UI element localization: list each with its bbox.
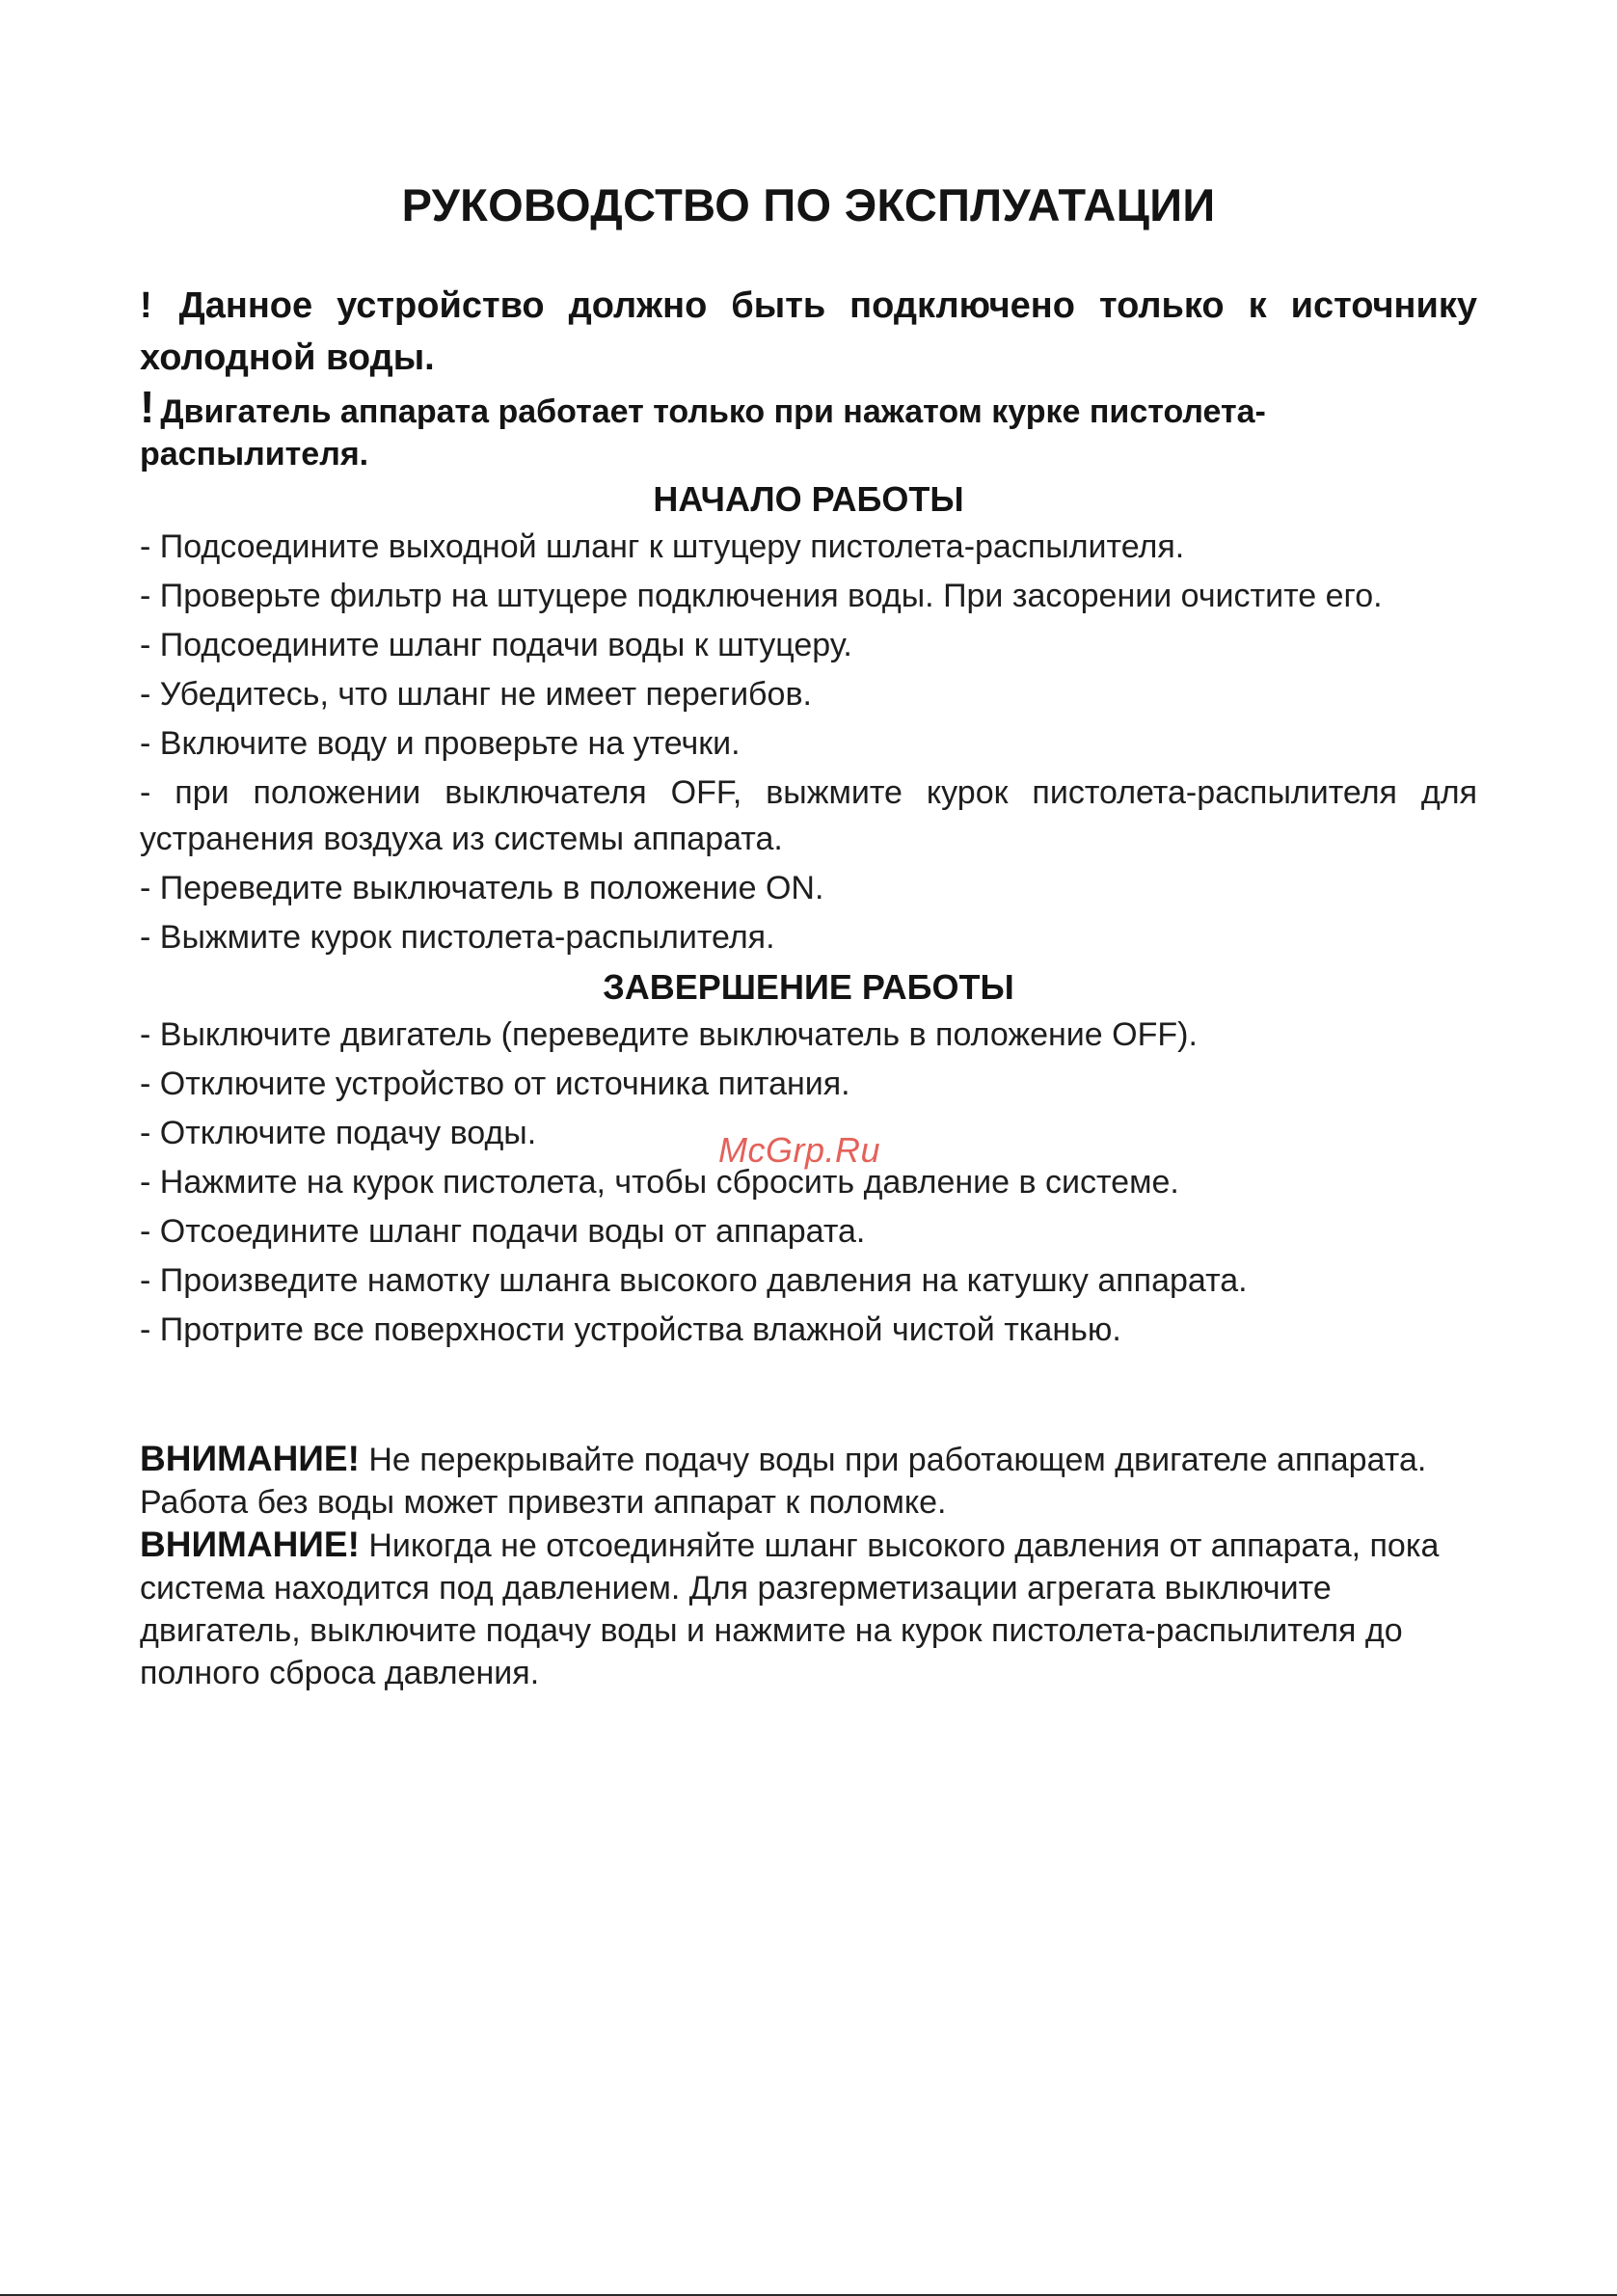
attention-label: ВНИМАНИЕ!: [140, 1439, 360, 1478]
exclamation-icon: !: [140, 285, 152, 326]
list-item: - Произведите намотку шланга высокого давления на катушку аппарата.: [140, 1262, 1248, 1299]
exclamation-icon: !: [140, 382, 155, 432]
list-item: - Подсоедините выходной шланг к штуцеру пистолета-распылителя.: [140, 528, 1185, 565]
document-title: РУКОВОДСТВО ПО ЭКСПЛУАТАЦИИ: [401, 179, 1216, 230]
watermark: McGrp.Ru: [718, 1130, 881, 1170]
list-item: - Убедитесь, что шланг не имеет перегибов.: [140, 676, 812, 713]
cold-water-warning-text: Данное устройство должно быть подключено только к источнику холодной воды.: [140, 285, 1477, 378]
attention-label: ВНИМАНИЕ!: [140, 1525, 360, 1564]
list-item: - Переведите выключатель в положение ON.: [140, 870, 824, 906]
start-steps-list: [140, 524, 1477, 960]
list-item: - Отключите устройство от источника питания.: [140, 1066, 850, 1102]
warning-block: [140, 280, 1477, 475]
attention-block: [140, 1438, 1477, 1694]
list-item: - Нажмите на курок пистолета, чтобы сбросить давление в системе.: [140, 1164, 1179, 1201]
page-content: [140, 174, 1477, 1694]
attention-text: Никогда не отсоединяйте шланг высокого давления от аппарата, пока система находится под давлением. Для разгерметизации агрегата выключите двигатель, выключите подачу воды и нажмите на курок пистолета-распылителя до полного сброса давления.: [140, 1527, 1440, 1691]
attention-text: Не перекрывайте подачу воды при работающем двигателе аппарата. Работа без воды может привезти аппарат к поломке.: [140, 1442, 1427, 1521]
list-item: - Включите воду и проверьте на утечки.: [140, 725, 741, 762]
trigger-warning-text: Двигатель аппарата работает только при нажатом курке пистолета-распылителя.: [140, 393, 1266, 473]
section-heading-finish: ЗАВЕРШЕНИЕ РАБОТЫ: [603, 967, 1014, 1007]
cold-water-warning: [140, 280, 1477, 384]
section-heading-start: НАЧАЛО РАБОТЫ: [653, 479, 964, 519]
list-item: - Проверьте фильтр на штуцере подключения воды. При засорении очистите его.: [140, 578, 1383, 614]
list-item: - Выключите двигатель (переведите выключатель в положение OFF).: [140, 1016, 1198, 1053]
attention-note-water: [140, 1438, 1477, 1524]
list-item: - при положении выключателя OFF, выжмите курок пистолета-распылителя для устранения воздуха из системы аппарата.: [140, 774, 1477, 857]
list-item: - Подсоедините шланг подачи воды к штуцеру.: [140, 627, 852, 663]
finish-steps-list: [140, 1012, 1477, 1353]
attention-note-hose: [140, 1524, 1477, 1694]
trigger-warning: [140, 382, 1477, 475]
list-item: - Отключите подачу воды.: [140, 1115, 537, 1151]
list-item: - Протрите все поверхности устройства влажной чистой тканью.: [140, 1311, 1121, 1348]
list-item: - Выжмите курок пистолета-распылителя.: [140, 919, 775, 956]
list-item: - Отсоедините шланг подачи воды от аппарата.: [140, 1213, 866, 1250]
